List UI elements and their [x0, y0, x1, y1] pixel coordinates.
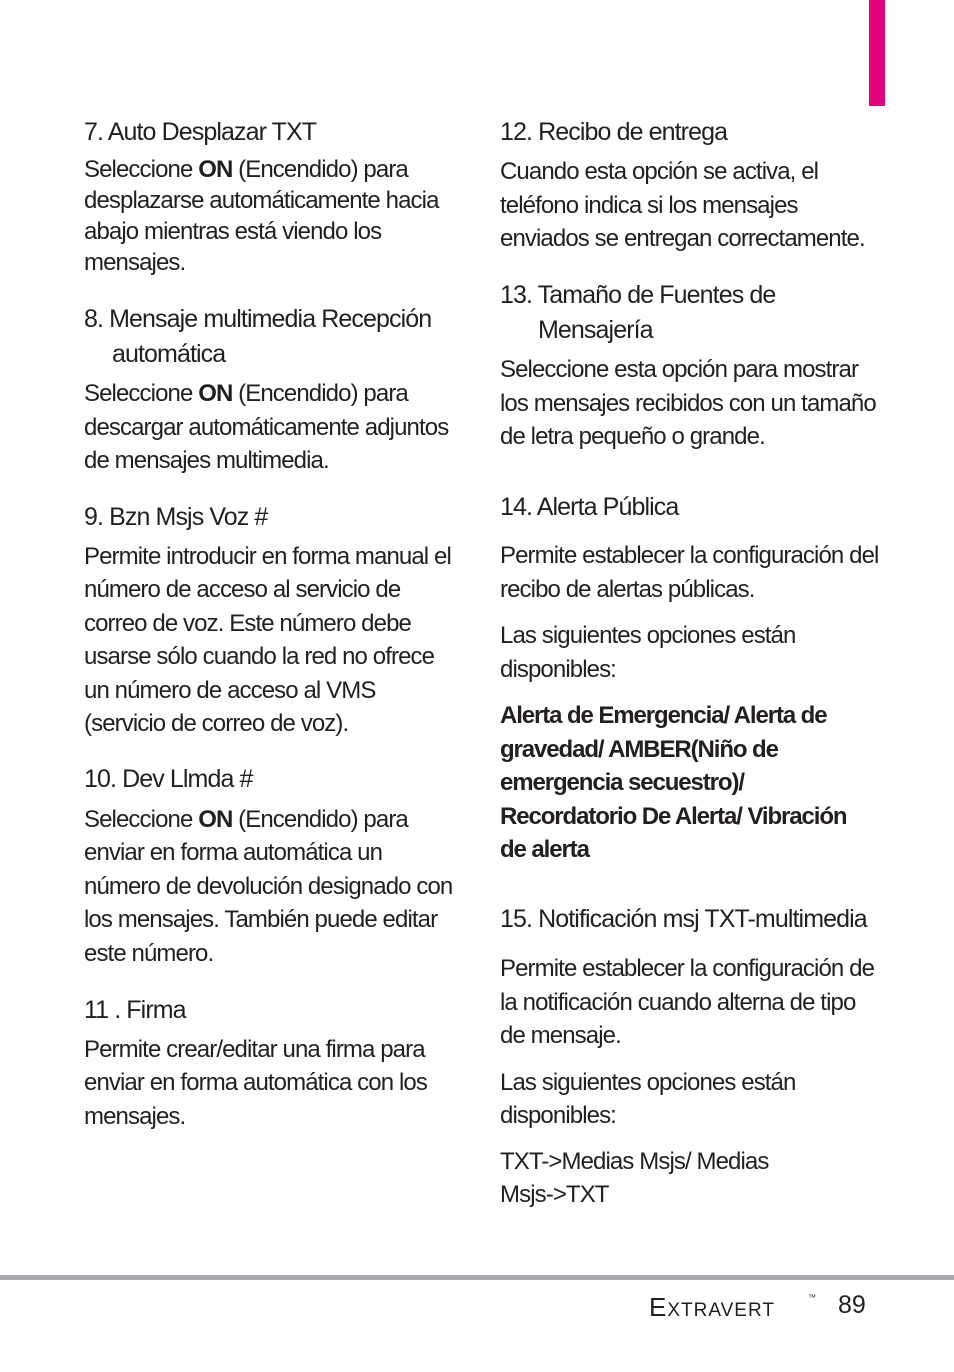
body-text: (servicio de correo de voz). [84, 710, 349, 737]
body-text: los mensajes. También puede editar [84, 906, 438, 933]
body-text: enviados se entregan correctamente. [500, 225, 865, 252]
body-text [84, 804, 408, 836]
option-text: Recordatorio De Alerta/ Vibración [500, 803, 847, 830]
section-tab-marker [869, 0, 885, 106]
section-heading: Mensajería [538, 316, 653, 344]
body-text: un número de acceso al VMS [84, 677, 376, 704]
body-text: número de devolución designado con [84, 873, 453, 900]
body-text: usarse sólo cuando la red no ofrece [84, 643, 435, 670]
body-text: de letra pequeño o grande. [500, 423, 765, 450]
body-text: desplazarse automáticamente hacia [84, 187, 439, 214]
body-text: disponibles: [500, 1102, 616, 1129]
body-text: disponibles: [500, 656, 616, 683]
section-heading: 12. Recibo de entrega [500, 118, 728, 146]
option-text: TXT->Medias Msjs/ Medias [500, 1148, 769, 1175]
body-text: Permite crear/editar una firma para [84, 1036, 425, 1063]
body-text: la notificación cuando alterna de tipo [500, 989, 856, 1016]
text-segment: Seleccione [84, 806, 199, 833]
section-heading: 10. Dev Llmda # [84, 765, 253, 793]
option-text: gravedad/ AMBER(Niño de [500, 736, 778, 763]
body-text: teléfono indica si los mensajes [500, 192, 798, 219]
body-text: Permite establecer la configuración del [500, 542, 879, 569]
emphasis-text: ON [198, 156, 233, 183]
section-heading: 9. Bzn Msjs Voz # [84, 503, 268, 531]
section-heading: automática [112, 340, 226, 368]
body-text: Permite establecer la configuración de [500, 955, 875, 982]
body-text: Las siguientes opciones están [500, 1069, 796, 1096]
body-text: enviar en forma automática con los [84, 1069, 427, 1096]
option-text: Alerta de Emergencia/ Alerta de [500, 702, 827, 729]
footer-divider [0, 1275, 954, 1280]
text-segment: Seleccione [84, 380, 199, 407]
body-text: Seleccione esta opción para mostrar [500, 356, 859, 383]
option-text: emergencia secuestro)/ [500, 769, 744, 796]
body-text: enviar en forma automática un [84, 839, 383, 866]
body-text [84, 378, 408, 410]
emphasis-text: ON [198, 380, 233, 407]
body-text: mensajes. [84, 249, 186, 276]
option-text: Msjs->TXT [500, 1181, 609, 1208]
body-text: Cuando esta opción se activa, el [500, 158, 819, 185]
trademark: ™ [808, 1293, 816, 1302]
body-text: número de acceso al servicio de [84, 576, 401, 603]
section-heading: 14. Alerta Pública [500, 493, 679, 521]
body-text: Permite introducir en forma manual el [84, 543, 451, 570]
body-text: de mensajes multimedia. [84, 447, 329, 474]
text-segment: Seleccione [84, 156, 199, 183]
body-text: mensajes. [84, 1103, 186, 1130]
emphasis-text: ON [198, 806, 233, 833]
body-text: Las siguientes opciones están [500, 622, 796, 649]
body-text: de mensaje. [500, 1022, 621, 1049]
body-text: abajo mientras está viendo los [84, 218, 382, 245]
body-text [84, 154, 408, 186]
text-segment: (Encendido) para [232, 380, 408, 407]
section-heading: 7. Auto Desplazar TXT [84, 118, 317, 146]
text-segment: (Encendido) para [232, 156, 408, 183]
body-text: los mensajes recibidos con un tamaño [500, 390, 876, 417]
option-text: de alerta [500, 836, 589, 863]
section-heading: 13. Tamaño de Fuentes de [500, 281, 776, 309]
text-segment: (Encendido) para [232, 806, 408, 833]
body-text: este número. [84, 940, 214, 967]
body-text: descargar automáticamente adjuntos [84, 414, 449, 441]
page-number: 89 [838, 1291, 866, 1319]
brand-logo: EXTRAVERT [649, 1292, 775, 1322]
section-heading: 11 . Firma [84, 996, 186, 1024]
section-heading: 15. Notificación msj TXT-multimedia [500, 905, 867, 933]
body-text: correo de voz. Este número debe [84, 610, 411, 637]
section-heading: 8. Mensaje multimedia Recepción [84, 305, 432, 333]
body-text: recibo de alertas públicas. [500, 576, 755, 603]
